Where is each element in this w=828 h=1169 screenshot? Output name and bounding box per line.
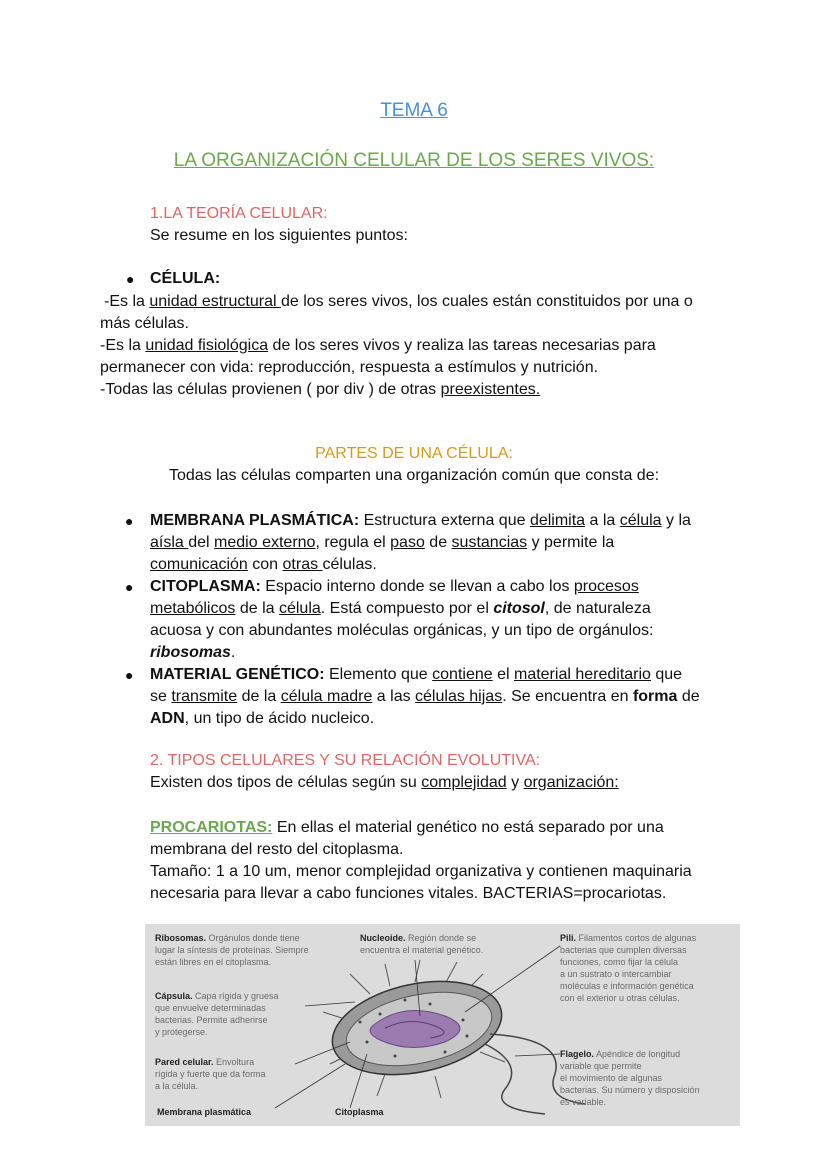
parts-heading: PARTES DE UNA CÉLULA: (315, 445, 513, 462)
line: -Es la unidad fisiológica de los seres vivos y realiza las tareas necesarias para (100, 337, 656, 354)
page-title: LA ORGANIZACIÓN CELULAR DE LOS SERES VIVOS: (173, 150, 655, 171)
bullet-icon: ● (125, 513, 134, 529)
list-item: ● MEMBRANA PLASMÁTICA: Estructura externa que delimita a la célula y la aísla del medio externo, regula el paso de sustancias y permite la comunicación con otras células. (125, 512, 691, 573)
section2-intro: Existen dos tipos de células según su complejidad y organización: (150, 774, 619, 791)
procariotas-label: PROCARIOTAS: (150, 819, 273, 836)
bullet-icon: ● (125, 579, 134, 595)
line: permanecer con vida: reproducción, respuesta a estímulos y nutrición. (100, 359, 599, 376)
tema-title: TEMA 6 (380, 100, 448, 121)
parts-intro: Todas las células comparten una organización común que consta de: (168, 467, 660, 484)
line: más células. (100, 315, 189, 332)
list-item: ● CITOPLASMA: Espacio interno donde se llevan a cabo los procesos metabólicos de la célula. Está compuesto por el citosol, de naturaleza acuosa y con abundantes moléculas orgánicas, y un tipo de orgánulos: ribosomas. (125, 578, 654, 661)
list-item: ● MATERIAL GENÉTICO: Elemento que contiene el material hereditario que se transmite de la célula madre a las células hijas. Se encuentra en forma de ADN, un tipo de ácido nucleico. (125, 666, 700, 727)
bullet-icon: ● (125, 667, 134, 683)
bacteria-diagram (145, 924, 740, 1126)
parts-list (125, 510, 730, 730)
label-membrana: Membrana plasmática (157, 1107, 252, 1117)
line: -Es la unidad estructural de los seres vivos, los cuales están constituidos por una o (104, 293, 693, 310)
label-pili: Pili. Filamentos cortos de algunas bacterias que cumplen diversas funciones, como fijar la célula a un sustrato o intercambiar moléculas e información genética con el exterior u otras células. (560, 933, 697, 1003)
label-pared: Pared celular. Envoltura rígida y fuerte que da forma a la célula. (155, 1057, 266, 1091)
label-capsula: Cápsula. Capa rígida y gruesa que envuelve determinadas bacterias. Permite adherirse y protegerse. (155, 991, 279, 1037)
section2-heading: 2. TIPOS CELULARES Y SU RELACIÓN EVOLUTIVA: (150, 752, 541, 769)
bullet-icon: ● (126, 271, 135, 287)
section1-intro: Se resume en los siguientes puntos: (150, 227, 408, 244)
procariotas-paragraph: PROCARIOTAS: En ellas el material genético no está separado por una membrana del resto del citoplasma. Tamaño: 1 a 10 um, menor complejidad organizativa y contienen maquinaria necesaria para llevar a cabo funciones vitales. BACTERIAS=procariotas. (150, 819, 692, 902)
label-flagelo: Flagelo. Apéndice de longitud variable que permite el movimiento de algunas bacterias. Su número y disposición es variable. (560, 1049, 700, 1107)
label-citoplasma: Citoplasma (335, 1107, 384, 1117)
section1-heading: 1.LA TEORÍA CELULAR: (150, 205, 328, 222)
label-nucleoide: Nucleoide. Región donde se encuentra el material genético. (360, 933, 484, 955)
label-ribosomas: Ribosomas. Orgánulos donde tiene lugar la síntesis de proteínas. Siempre están libres en el citoplasma. (155, 933, 309, 967)
celula-text (100, 291, 740, 401)
line: -Todas las células provienen ( por div ) de otras preexistentes. (100, 381, 541, 398)
celula-label: CÉLULA: (150, 270, 221, 287)
